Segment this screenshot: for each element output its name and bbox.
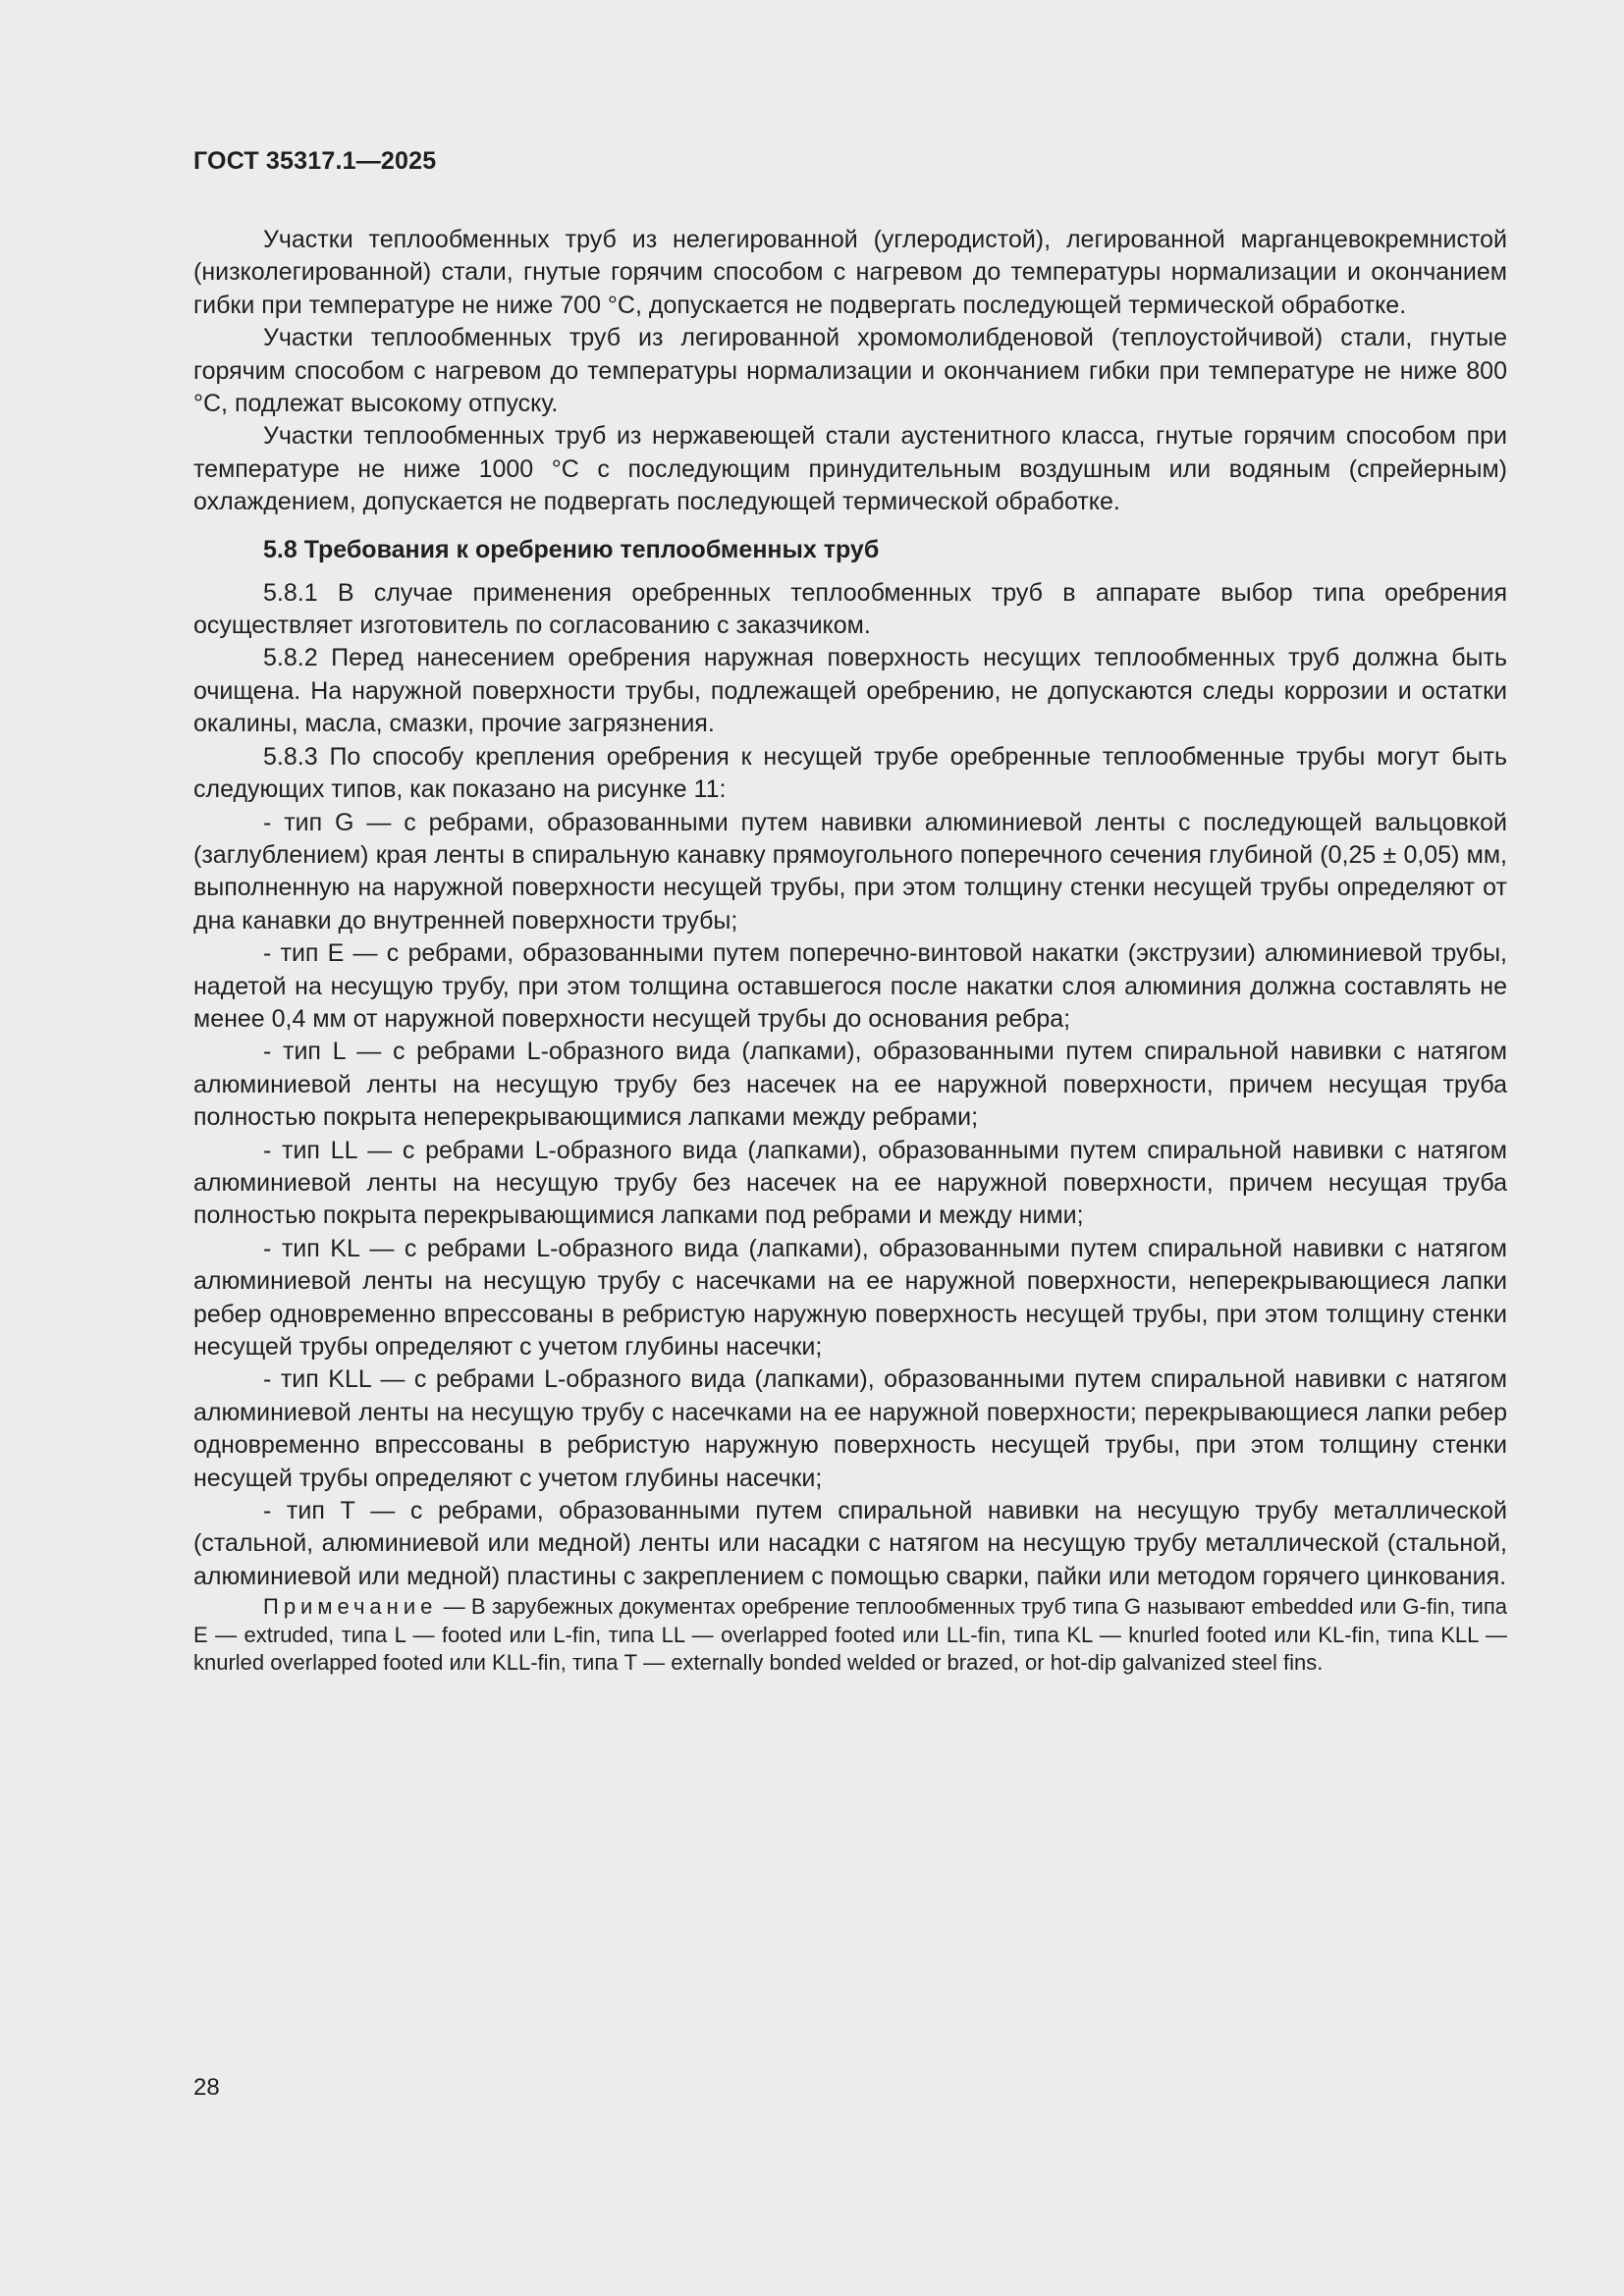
fin-type-item-e: - тип Е — с ребрами, образованными путем поперечно-винтовой накатки (экструзии) алюминиевой трубы, надетой на несущую трубу, при этом толщина оставшегося после накатки слоя алюминия должна составлять не менее 0,4 мм от наружной поверхности несущей трубы до основания ребра; [193, 939, 1507, 1033]
fin-type-item-kl: - тип KL — с ребрами L-образного вида (лапками), образованными путем спиральной навивки с натягом алюминиевой ленты на несущую трубу с насечками на ее наружной поверхности, неперекрывающиеся лапки ребер одновременно впрессованы в ребристую наружную поверхность несущей трубы, при этом толщину стенки несущей трубы определяют с учетом глубины насечки; [193, 1234, 1507, 1361]
document-body [193, 224, 1507, 1678]
section-paragraph: 5.8.1 В случае применения оребренных теплообменных труб в аппарате выбор типа оребрения осуществляет изготовитель по согласованию с заказчиком. [193, 578, 1507, 640]
note-label: Примечание [263, 1594, 438, 1620]
section-heading: 5.8 Требования к оребрению теплообменных труб [263, 535, 880, 563]
intro-paragraph: Участки теплообменных труб из нелегированной (углеродистой), легированной марганцевокремнистой (низколегированной) стали, гнутые горячим способом с нагревом до температуры нормализации и окончанием гибки при температуре не ниже 700 °С, допускается не подвергать последующей термической обработке. [193, 226, 1507, 319]
page-number: 28 [193, 2074, 220, 2101]
section-paragraph: 5.8.2 Перед нанесением оребрения наружная поверхность несущих теплообменных труб должна быть очищена. На наружной поверхности трубы, подлежащей оребрению, не допускаются следы коррозии и остатки окалины, масла, смазки, прочие загрязнения. [193, 644, 1507, 738]
intro-paragraph: Участки теплообменных труб из нержавеющей стали аустенитного класса, гнутые горячим способом при температуре не ниже 1000 °С с последующим принудительным воздушным или водяным (спрейерным) охлаждением, допускается не подвергать последующей термической обработке. [193, 422, 1507, 516]
note-text: В зарубежных документах оребрение теплообменных труб типа G называют embedded или G-fin, типа E — extruded, типа L — footed или L-fin, типа LL — overlapped footed или LL-fin, типа KL — knurled footed или KL-fin, типа KLL — knurled overlapped footed или KLL-fin, типа Т — externally bonded welded or brazed, or hot-dip galvanized steel fins. [193, 1594, 1507, 1676]
fin-type-item-l: - тип L — с ребрами L-образного вида (лапками), образованными путем спиральной навивки с натягом алюминиевой ленты на несущую трубу без насечек на ее наружной поверхности, причем несущая труба полностью покрыта неперекрывающимися лапками между ребрами; [193, 1038, 1507, 1132]
section-paragraph: 5.8.3 По способу крепления оребрения к несущей трубе оребренные теплообменные трубы могут быть следующих типов, как показано на рисунке 11: [193, 742, 1507, 804]
fin-type-item-kll: - тип KLL — с ребрами L-образного вида (лапками), образованными путем спиральной навивки с натягом алюминиевой ленты на несущую трубу с насечками на ее наружной поверхности; перекрывающиеся лапки ребер одновременно впрессованы в ребристую наружную поверхность несущей трубы, при этом толщину стенки несущей трубы определяют с учетом глубины насечки; [193, 1365, 1507, 1492]
note [193, 1593, 1507, 1678]
intro-paragraph: Участки теплообменных труб из легированной хромомолибденовой (теплоустойчивой) стали, гнутые горячим способом с нагревом до температуры нормализации и окончанием гибки при температуре не ниже 800 °С, подлежат высокому отпуску. [193, 324, 1507, 418]
fin-type-item-t: - тип Т — с ребрами, образованными путем спиральной навивки на несущую трубу металлической (стальной, алюминиевой или медной) ленты или насадки с натягом на несущую трубу металлической (стальной, алюминиевой или медной) пластины с закреплением с помощью сварки, пайки или методом горячего цинкования. [193, 1497, 1507, 1590]
fin-type-item-ll: - тип LL — с ребрами L-образного вида (лапками), образованными путем спиральной навивки с натягом алюминиевой ленты на несущую трубу без насечек на ее наружной поверхности, причем несущая труба полностью покрыта перекрывающимися лапками под ребрами и между ними; [193, 1136, 1507, 1230]
note-dash: — [437, 1594, 471, 1620]
fin-type-item-g: - тип G — с ребрами, образованными путем навивки алюминиевой ленты с последующей вальцовкой (заглублением) края ленты в спиральную канавку прямоугольного поперечного сечения глубиной (0,25 ± 0,05) мм, выполненную на наружной поверхности несущей трубы, при этом толщину стенки несущей трубы определяют от дна канавки до внутренней поверхности трубы; [193, 808, 1507, 934]
document-header: ГОСТ 35317.1—2025 [193, 147, 437, 175]
